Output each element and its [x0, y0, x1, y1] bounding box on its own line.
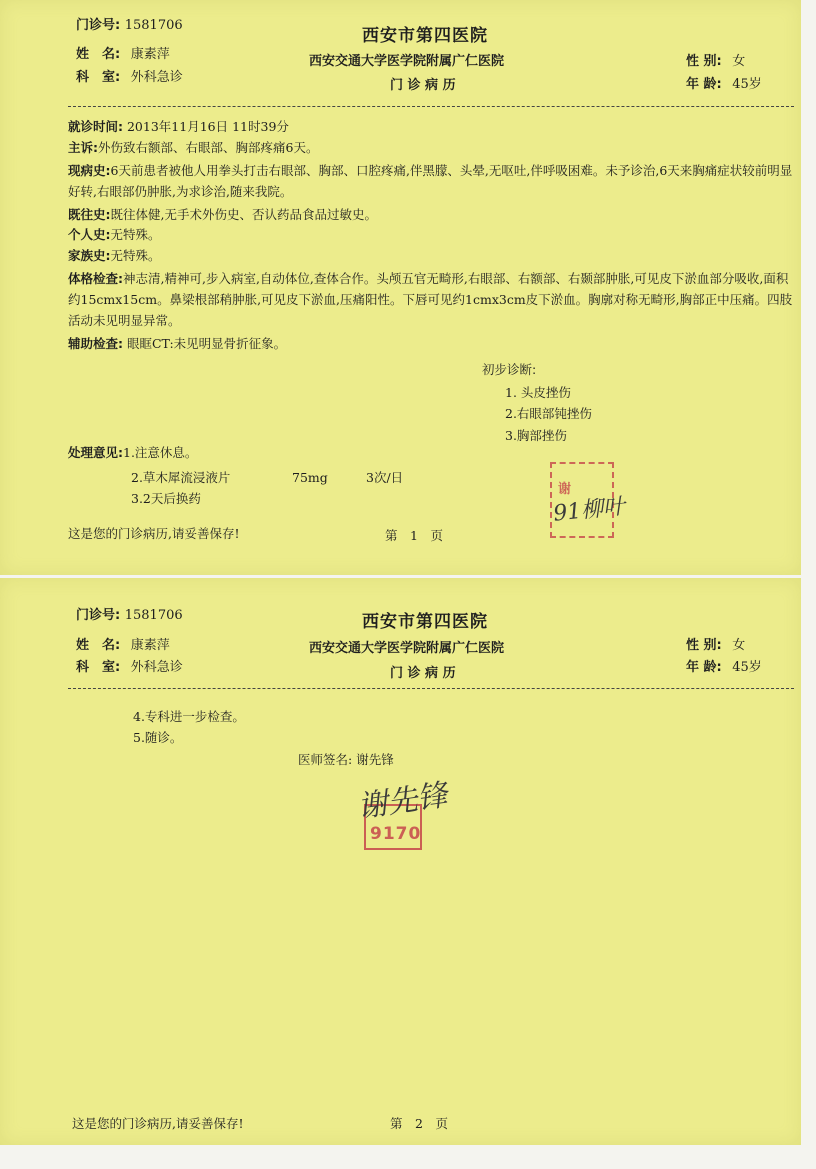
- patient-name-row: [76, 634, 170, 653]
- patient-age: 45岁: [732, 660, 762, 675]
- personal-text: 无特殊。: [110, 227, 161, 242]
- patient-age: 45岁: [732, 77, 762, 92]
- patient-dept-label: 科 室:: [76, 660, 121, 675]
- complaint-row: [68, 137, 318, 159]
- patient-dept-label: 科 室:: [76, 70, 121, 85]
- diagnosis-item-1: 1. 头皮挫伤: [505, 385, 571, 400]
- family-history-row: [68, 245, 161, 267]
- patient-age-row: [686, 656, 762, 675]
- patient-id-label: 门诊号:: [76, 608, 121, 623]
- doctor-signature-row: [298, 749, 394, 771]
- complaint: 外伤致右额部、右眼部、胸部疼痛6天。: [98, 140, 319, 155]
- page-number: 第 1 页: [385, 528, 443, 543]
- treatment-label: 处理意见:: [68, 445, 123, 460]
- stamp-number: 9170: [370, 824, 422, 844]
- record-page-2: [0, 578, 801, 1145]
- treatment-item-1: 1.注意休息。: [123, 445, 198, 460]
- patient-name-label: 姓 名:: [76, 47, 121, 62]
- treatment-item-4: 4.专科进一步检查。: [133, 709, 245, 724]
- hospital-affiliation: 西安交通大学医学院附属广仁医院: [309, 641, 505, 656]
- patient-dept-row: [76, 66, 183, 85]
- footer-notice: 这是您的门诊病历,请妥善保存!: [68, 526, 240, 541]
- family-label: 家族史:: [68, 248, 111, 263]
- present-label: 现病史:: [68, 163, 111, 178]
- treatment-item-5: 5.随诊。: [133, 730, 183, 745]
- family-text: 无特殊。: [110, 248, 161, 263]
- patient-sex-row: [686, 634, 745, 653]
- present-text: 6天前患者被他人用拳头打击右眼部、胸部、口腔疼痛,伴黑朦、头晕,无呕吐,伴呼吸困难。未予诊治,6天来胸痛症状较前明显好转,右眼部仍肿胀,为求诊治,随来我院。: [68, 163, 793, 199]
- visit-time-label: 就诊时间:: [68, 119, 123, 134]
- complaint-label: 主诉:: [68, 140, 98, 155]
- aux-exam-row: [68, 333, 286, 355]
- hospital-name: 西安市第四医院: [362, 612, 488, 632]
- past-text: 既往体健,无手术外伤史、否认药品食品过敏史。: [110, 207, 377, 222]
- hospital-name: 西安市第四医院: [362, 26, 488, 46]
- patient-id-row: [76, 14, 183, 33]
- patient-sex: 女: [732, 54, 746, 69]
- treatment-item-3: 3.2天后换药: [131, 491, 201, 506]
- patient-sex-label: 性 别:: [686, 638, 722, 653]
- treatment-item-2-dose: 75mg: [292, 470, 328, 485]
- present-illness: [68, 160, 796, 202]
- patient-age-row: [686, 73, 762, 92]
- patient-name: 康素萍: [130, 638, 170, 653]
- patient-age-label: 年 龄:: [686, 660, 722, 675]
- patient-id: 1581706: [124, 18, 183, 33]
- physical-exam: [68, 268, 796, 331]
- visit-time-row: [68, 116, 289, 138]
- record-type: 门 诊 病 历: [390, 78, 456, 93]
- patient-dept: 外科急诊: [130, 70, 183, 85]
- record-type: 门 诊 病 历: [390, 666, 456, 681]
- exam-text: 神志清,精神可,步入病室,自动体位,查体合作。头颅五官无畸形,右眼部、右额部、右颞部肿胀,可见皮下淤血部分吸收,面积约15cmx15cm。鼻梁根部稍肿胀,可见皮下淤血,压痛阳性。下唇可见约1cmx3cm皮下淤血。胸廓对称无畸形,胸部正中压痛。四肢活动未见明显异常。: [68, 271, 793, 328]
- hospital-affiliation: 西安交通大学医学院附属广仁医院: [309, 54, 505, 69]
- patient-sex: 女: [732, 638, 746, 653]
- treatment-item-2-frequency: 3次/日: [366, 470, 404, 485]
- personal-label: 个人史:: [68, 227, 111, 242]
- header-divider: [68, 688, 794, 689]
- exam-label: 体格检查:: [68, 271, 123, 286]
- header-divider: [68, 106, 794, 107]
- aux-label: 辅助检查:: [68, 336, 123, 351]
- doctor-signature: 91柳叶: [552, 494, 627, 527]
- personal-history-row: [68, 224, 161, 246]
- diagnosis-label: 初步诊断:: [482, 362, 537, 377]
- treatment-item-2: 2.草木犀流浸液片: [131, 470, 231, 485]
- patient-sex-row: [686, 50, 745, 69]
- patient-name-row: [76, 43, 170, 62]
- record-page-1: [0, 0, 801, 575]
- footer-notice: 这是您的门诊病历,请妥善保存!: [72, 1116, 244, 1131]
- patient-id-row: [76, 604, 183, 623]
- aux-text: 眼眶CT:未见明显骨折征象。: [126, 336, 287, 351]
- patient-dept-row: [76, 656, 183, 675]
- past-history-row: [68, 204, 377, 226]
- patient-sex-label: 性 别:: [686, 54, 722, 69]
- doctor-label: 医师签名:: [298, 752, 353, 767]
- doctor-name: 谢先锋: [356, 752, 394, 767]
- patient-age-label: 年 龄:: [686, 77, 722, 92]
- patient-name: 康素萍: [130, 47, 170, 62]
- diagnosis-item-2: 2.右眼部钝挫伤: [505, 406, 592, 421]
- stamp-surname: 谢: [558, 482, 572, 497]
- patient-name-label: 姓 名:: [76, 638, 121, 653]
- patient-id: 1581706: [124, 608, 183, 623]
- patient-id-label: 门诊号:: [76, 18, 121, 33]
- treatment-row-1: [68, 442, 197, 464]
- diagnosis-item-3: 3.胸部挫伤: [505, 428, 567, 443]
- page-number: 第 2 页: [390, 1116, 448, 1131]
- doctor-handwritten-signature: 谢先锋: [355, 777, 450, 826]
- patient-dept: 外科急诊: [130, 660, 183, 675]
- visit-time: 2013年11月16日 11时39分: [126, 119, 289, 134]
- past-label: 既往史:: [68, 207, 111, 222]
